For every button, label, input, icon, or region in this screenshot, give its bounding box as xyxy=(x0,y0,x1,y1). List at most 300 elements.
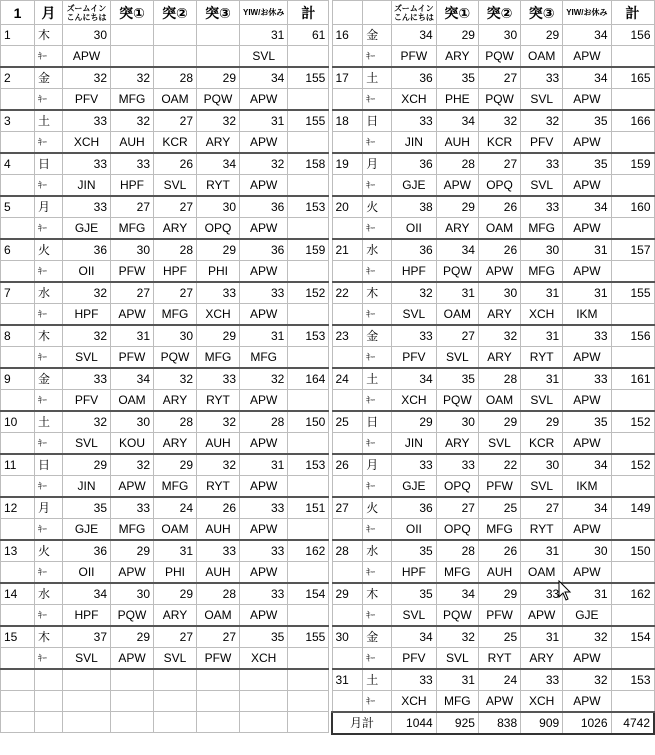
key-code-cell[interactable]: APW xyxy=(563,89,611,111)
key-code-cell[interactable]: PFW xyxy=(111,347,154,369)
empty-cell[interactable] xyxy=(111,669,154,690)
key-code-cell[interactable]: MFG xyxy=(154,476,197,498)
key-code-cell[interactable]: PQW xyxy=(436,390,478,412)
day-number[interactable]: 29 xyxy=(332,583,363,605)
value-cell[interactable]: 31 xyxy=(563,282,611,304)
empty-cell[interactable] xyxy=(332,476,363,498)
value-cell[interactable]: 36 xyxy=(392,67,437,89)
value-cell[interactable]: 31 xyxy=(563,583,611,605)
value-cell[interactable]: 33 xyxy=(436,454,478,476)
empty-cell[interactable] xyxy=(288,261,329,283)
value-cell[interactable]: 32 xyxy=(478,110,520,132)
key-code-cell[interactable]: HPF xyxy=(63,304,111,326)
value-cell[interactable]: 34 xyxy=(436,239,478,261)
day-number[interactable]: 19 xyxy=(332,153,363,175)
month-total-value[interactable]: 1026 xyxy=(563,712,611,734)
key-code-cell[interactable]: APW xyxy=(563,218,611,240)
value-cell[interactable]: 29 xyxy=(197,325,240,347)
empty-cell[interactable] xyxy=(288,304,329,326)
key-code-cell[interactable]: ARY xyxy=(436,46,478,68)
key-code-cell[interactable]: APW xyxy=(240,218,288,240)
empty-cell[interactable] xyxy=(611,304,654,326)
key-code-cell[interactable]: ARY xyxy=(436,433,478,455)
empty-cell[interactable] xyxy=(1,218,35,240)
day-total[interactable]: 61 xyxy=(288,25,329,46)
key-code-cell[interactable]: KOU xyxy=(111,433,154,455)
value-cell[interactable]: 27 xyxy=(111,196,154,218)
value-cell[interactable]: 33 xyxy=(63,153,111,175)
key-code-cell[interactable]: PQW xyxy=(436,605,478,627)
header-t2[interactable]: 突② xyxy=(478,1,520,25)
key-code-cell[interactable]: GJE xyxy=(63,218,111,240)
value-cell[interactable]: 32 xyxy=(478,325,520,347)
key-code-cell[interactable]: OAM xyxy=(436,304,478,326)
value-cell[interactable]: 32 xyxy=(63,67,111,89)
value-cell[interactable]: 32 xyxy=(63,325,111,347)
value-cell[interactable]: 29 xyxy=(111,540,154,562)
value-cell[interactable] xyxy=(154,25,197,46)
key-code-cell[interactable]: PHI xyxy=(154,562,197,584)
day-of-week[interactable]: 水 xyxy=(35,282,63,304)
day-of-week[interactable]: 金 xyxy=(363,25,392,46)
day-total[interactable]: 155 xyxy=(288,110,329,132)
key-label[interactable]: ｷｰ xyxy=(363,691,392,713)
key-code-cell[interactable]: APW xyxy=(63,46,111,68)
empty-cell[interactable] xyxy=(288,132,329,154)
value-cell[interactable]: 28 xyxy=(240,411,288,433)
key-code-cell[interactable]: APW xyxy=(563,562,611,584)
empty-cell[interactable] xyxy=(332,519,363,541)
empty-cell[interactable] xyxy=(1,476,35,498)
day-of-week[interactable]: 土 xyxy=(35,411,63,433)
header-zoom[interactable]: ズームイン こんにちは xyxy=(63,1,111,25)
empty-cell[interactable] xyxy=(332,605,363,627)
header-yiw[interactable]: YIW/お休み xyxy=(240,1,288,25)
key-code-cell[interactable]: MFG xyxy=(436,562,478,584)
key-label[interactable]: ｷｰ xyxy=(363,304,392,326)
value-cell[interactable]: 35 xyxy=(63,497,111,519)
key-label[interactable]: ｷｰ xyxy=(363,433,392,455)
key-code-cell[interactable]: APW xyxy=(563,433,611,455)
day-total[interactable]: 161 xyxy=(611,368,654,390)
key-code-cell[interactable]: RYT xyxy=(197,390,240,412)
empty-cell[interactable] xyxy=(611,476,654,498)
key-label[interactable]: ｷｰ xyxy=(35,132,63,154)
value-cell[interactable]: 29 xyxy=(521,25,563,46)
empty-cell[interactable] xyxy=(288,390,329,412)
empty-cell[interactable] xyxy=(288,347,329,369)
empty-cell[interactable] xyxy=(1,648,35,670)
key-code-cell[interactable]: SVL xyxy=(521,476,563,498)
value-cell[interactable]: 36 xyxy=(63,540,111,562)
key-code-cell[interactable]: ARY xyxy=(478,347,520,369)
value-cell[interactable]: 33 xyxy=(197,368,240,390)
day-total[interactable]: 156 xyxy=(611,25,654,46)
day-total[interactable]: 164 xyxy=(288,368,329,390)
key-code-cell[interactable]: APW xyxy=(240,390,288,412)
value-cell[interactable]: 34 xyxy=(392,25,437,46)
day-total[interactable]: 153 xyxy=(288,325,329,347)
value-cell[interactable]: 29 xyxy=(197,239,240,261)
key-code-cell[interactable]: APW xyxy=(240,89,288,111)
empty-cell[interactable] xyxy=(197,690,240,711)
value-cell[interactable]: 34 xyxy=(563,497,611,519)
key-code-cell[interactable]: APW xyxy=(563,175,611,197)
value-cell[interactable]: 29 xyxy=(197,67,240,89)
key-code-cell[interactable]: APW xyxy=(111,304,154,326)
value-cell[interactable]: 32 xyxy=(111,67,154,89)
value-cell[interactable]: 35 xyxy=(563,110,611,132)
value-cell[interactable]: 22 xyxy=(478,454,520,476)
value-cell[interactable]: 34 xyxy=(197,153,240,175)
key-code-cell[interactable]: PFW xyxy=(478,605,520,627)
key-label[interactable]: ｷｰ xyxy=(35,476,63,498)
value-cell[interactable]: 33 xyxy=(392,669,437,691)
value-cell[interactable]: 33 xyxy=(392,110,437,132)
value-cell[interactable]: 36 xyxy=(392,497,437,519)
value-cell[interactable]: 27 xyxy=(197,626,240,648)
day-number[interactable]: 2 xyxy=(1,67,35,89)
key-code-cell[interactable]: HPF xyxy=(63,605,111,627)
empty-cell[interactable] xyxy=(288,433,329,455)
key-label[interactable]: ｷｰ xyxy=(363,347,392,369)
key-code-cell[interactable]: IKM xyxy=(563,304,611,326)
day-of-week[interactable]: 木 xyxy=(35,25,63,46)
value-cell[interactable]: 27 xyxy=(436,325,478,347)
value-cell[interactable]: 33 xyxy=(392,454,437,476)
empty-cell[interactable] xyxy=(611,261,654,283)
value-cell[interactable]: 33 xyxy=(521,196,563,218)
value-cell[interactable]: 30 xyxy=(521,454,563,476)
day-of-week[interactable]: 金 xyxy=(35,368,63,390)
key-label[interactable]: ｷｰ xyxy=(363,46,392,68)
key-code-cell[interactable]: GJE xyxy=(392,476,437,498)
value-cell[interactable]: 34 xyxy=(63,583,111,605)
key-code-cell[interactable]: APW xyxy=(240,476,288,498)
empty-cell[interactable] xyxy=(1,261,35,283)
day-of-week[interactable]: 土 xyxy=(35,110,63,132)
value-cell[interactable]: 32 xyxy=(154,368,197,390)
key-code-cell[interactable]: PFV xyxy=(63,390,111,412)
empty-cell[interactable] xyxy=(332,175,363,197)
day-of-week[interactable]: 木 xyxy=(363,583,392,605)
key-code-cell[interactable]: MFG xyxy=(111,519,154,541)
key-code-cell[interactable]: OPQ xyxy=(478,175,520,197)
value-cell[interactable]: 30 xyxy=(154,325,197,347)
empty-cell[interactable] xyxy=(240,669,288,690)
empty-cell[interactable] xyxy=(35,669,63,690)
month-total-value[interactable]: 925 xyxy=(436,712,478,734)
value-cell[interactable]: 34 xyxy=(240,67,288,89)
empty-cell[interactable] xyxy=(611,562,654,584)
day-of-week[interactable]: 金 xyxy=(363,325,392,347)
key-code-cell[interactable]: MFG xyxy=(436,691,478,713)
empty-cell[interactable] xyxy=(240,690,288,711)
key-code-cell[interactable]: APW xyxy=(563,390,611,412)
key-code-cell[interactable]: AUH xyxy=(478,562,520,584)
value-cell[interactable]: 30 xyxy=(197,196,240,218)
value-cell[interactable]: 35 xyxy=(436,67,478,89)
key-code-cell[interactable]: HPF xyxy=(392,261,437,283)
value-cell[interactable]: 30 xyxy=(111,411,154,433)
day-total[interactable]: 154 xyxy=(611,626,654,648)
key-label[interactable]: ｷｰ xyxy=(35,261,63,283)
value-cell[interactable]: 33 xyxy=(111,497,154,519)
value-cell[interactable]: 32 xyxy=(63,411,111,433)
key-code-cell[interactable]: APW xyxy=(436,175,478,197)
header-t1[interactable]: 突① xyxy=(436,1,478,25)
empty-cell[interactable] xyxy=(197,669,240,690)
value-cell[interactable]: 31 xyxy=(111,325,154,347)
empty-cell[interactable] xyxy=(611,519,654,541)
key-code-cell[interactable]: APW xyxy=(240,433,288,455)
empty-cell[interactable] xyxy=(1,605,35,627)
key-code-cell[interactable]: PQW xyxy=(197,89,240,111)
key-label[interactable]: ｷｰ xyxy=(363,476,392,498)
day-number[interactable]: 31 xyxy=(332,669,363,691)
key-code-cell[interactable]: AUH xyxy=(197,433,240,455)
key-label[interactable]: ｷｰ xyxy=(35,304,63,326)
key-code-cell[interactable]: OII xyxy=(392,519,437,541)
key-label[interactable]: ｷｰ xyxy=(35,519,63,541)
key-code-cell[interactable]: APW xyxy=(563,519,611,541)
value-cell[interactable]: 28 xyxy=(154,67,197,89)
key-label[interactable]: ｷｰ xyxy=(35,347,63,369)
empty-cell[interactable] xyxy=(332,304,363,326)
value-cell[interactable]: 36 xyxy=(240,239,288,261)
empty-cell[interactable] xyxy=(1,669,35,690)
value-cell[interactable]: 31 xyxy=(240,110,288,132)
day-number[interactable]: 3 xyxy=(1,110,35,132)
key-label[interactable]: ｷｰ xyxy=(35,433,63,455)
key-label[interactable]: ｷｰ xyxy=(363,648,392,670)
key-code-cell[interactable]: MFG xyxy=(197,347,240,369)
empty-cell[interactable] xyxy=(197,711,240,732)
empty-cell[interactable] xyxy=(332,390,363,412)
value-cell[interactable]: 34 xyxy=(436,583,478,605)
value-cell[interactable]: 30 xyxy=(63,25,111,46)
value-cell[interactable]: 29 xyxy=(436,196,478,218)
header-zoom[interactable]: ズームイン こんにちは xyxy=(392,1,437,25)
day-total[interactable]: 152 xyxy=(611,411,654,433)
day-total[interactable]: 165 xyxy=(611,67,654,89)
value-cell[interactable]: 32 xyxy=(111,110,154,132)
empty-cell[interactable] xyxy=(611,433,654,455)
value-cell[interactable]: 37 xyxy=(63,626,111,648)
value-cell[interactable]: 34 xyxy=(111,368,154,390)
day-number[interactable]: 23 xyxy=(332,325,363,347)
day-total[interactable]: 150 xyxy=(611,540,654,562)
value-cell[interactable]: 33 xyxy=(521,669,563,691)
day-number[interactable]: 24 xyxy=(332,368,363,390)
day-number[interactable]: 27 xyxy=(332,497,363,519)
value-cell[interactable]: 33 xyxy=(563,368,611,390)
value-cell[interactable]: 31 xyxy=(521,325,563,347)
day-of-week[interactable]: 月 xyxy=(363,153,392,175)
empty-cell[interactable] xyxy=(1,390,35,412)
day-total[interactable]: 160 xyxy=(611,196,654,218)
value-cell[interactable]: 33 xyxy=(240,540,288,562)
key-code-cell[interactable]: GJE xyxy=(392,175,437,197)
empty-cell[interactable] xyxy=(1,519,35,541)
key-code-cell[interactable]: APW xyxy=(240,519,288,541)
key-code-cell[interactable]: MFG xyxy=(521,218,563,240)
key-code-cell[interactable]: KCR xyxy=(478,132,520,154)
key-code-cell[interactable]: OAM xyxy=(478,218,520,240)
key-code-cell[interactable]: SVL xyxy=(154,175,197,197)
empty-cell[interactable] xyxy=(332,89,363,111)
key-code-cell[interactable]: PFV xyxy=(521,132,563,154)
value-cell[interactable]: 27 xyxy=(478,67,520,89)
day-number[interactable]: 30 xyxy=(332,626,363,648)
key-code-cell[interactable]: APW xyxy=(563,648,611,670)
key-code-cell[interactable]: APW xyxy=(240,132,288,154)
day-total[interactable]: 150 xyxy=(288,411,329,433)
empty-cell[interactable] xyxy=(288,218,329,240)
value-cell[interactable]: 35 xyxy=(563,153,611,175)
key-code-cell[interactable]: RYT xyxy=(197,175,240,197)
day-number[interactable]: 17 xyxy=(332,67,363,89)
key-code-cell[interactable]: APW xyxy=(563,132,611,154)
value-cell[interactable]: 25 xyxy=(478,497,520,519)
value-cell[interactable]: 33 xyxy=(63,196,111,218)
value-cell[interactable]: 29 xyxy=(63,454,111,476)
key-code-cell[interactable]: APW xyxy=(240,261,288,283)
day-of-week[interactable]: 木 xyxy=(35,325,63,347)
value-cell[interactable]: 28 xyxy=(197,583,240,605)
value-cell[interactable]: 33 xyxy=(197,540,240,562)
key-code-cell[interactable]: PQW xyxy=(478,89,520,111)
day-of-week[interactable]: 金 xyxy=(363,626,392,648)
key-label[interactable]: ｷｰ xyxy=(35,605,63,627)
value-cell[interactable]: 31 xyxy=(240,325,288,347)
value-cell[interactable]: 27 xyxy=(521,497,563,519)
empty-cell[interactable] xyxy=(1,175,35,197)
day-number[interactable]: 11 xyxy=(1,454,35,476)
value-cell[interactable]: 33 xyxy=(521,583,563,605)
empty-cell[interactable] xyxy=(611,648,654,670)
day-of-week[interactable]: 土 xyxy=(363,669,392,691)
day-total[interactable]: 162 xyxy=(611,583,654,605)
value-cell[interactable]: 33 xyxy=(392,325,437,347)
key-code-cell[interactable]: SVL xyxy=(478,433,520,455)
key-code-cell[interactable]: SVL xyxy=(240,46,288,68)
key-code-cell[interactable]: OAM xyxy=(197,605,240,627)
value-cell[interactable]: 35 xyxy=(392,540,437,562)
key-code-cell[interactable]: RYT xyxy=(478,648,520,670)
value-cell[interactable]: 34 xyxy=(563,25,611,46)
key-code-cell[interactable]: PFV xyxy=(392,347,437,369)
key-label[interactable]: ｷｰ xyxy=(363,605,392,627)
key-code-cell[interactable]: XCH xyxy=(392,89,437,111)
key-code-cell[interactable]: APW xyxy=(478,691,520,713)
month-total-value[interactable]: 909 xyxy=(521,712,563,734)
value-cell[interactable]: 33 xyxy=(111,153,154,175)
value-cell[interactable]: 32 xyxy=(392,282,437,304)
value-cell[interactable] xyxy=(111,25,154,46)
key-code-cell[interactable]: AUH xyxy=(111,132,154,154)
day-number[interactable]: 8 xyxy=(1,325,35,347)
key-code-cell[interactable]: SVL xyxy=(392,304,437,326)
empty-cell[interactable] xyxy=(611,347,654,369)
empty-cell[interactable] xyxy=(611,218,654,240)
key-code-cell[interactable]: MFG xyxy=(478,519,520,541)
value-cell[interactable]: 29 xyxy=(478,583,520,605)
key-code-cell[interactable]: OAM xyxy=(521,46,563,68)
empty-cell[interactable] xyxy=(288,175,329,197)
key-label[interactable]: ｷｰ xyxy=(363,132,392,154)
day-of-week[interactable]: 日 xyxy=(363,411,392,433)
empty-cell[interactable] xyxy=(154,711,197,732)
key-code-cell[interactable]: OPQ xyxy=(197,218,240,240)
empty-cell[interactable] xyxy=(154,669,197,690)
day-total[interactable]: 155 xyxy=(288,626,329,648)
key-label[interactable]: ｷｰ xyxy=(35,175,63,197)
key-code-cell[interactable]: PFW xyxy=(197,648,240,670)
day-total[interactable]: 159 xyxy=(288,239,329,261)
value-cell[interactable]: 31 xyxy=(521,540,563,562)
key-code-cell[interactable]: APW xyxy=(563,347,611,369)
empty-cell[interactable] xyxy=(1,132,35,154)
value-cell[interactable]: 31 xyxy=(521,368,563,390)
key-label[interactable]: ｷｰ xyxy=(35,390,63,412)
key-label[interactable]: ｷｰ xyxy=(363,390,392,412)
header-day[interactable] xyxy=(332,1,363,25)
key-code-cell[interactable]: PHE xyxy=(436,89,478,111)
day-total[interactable]: 162 xyxy=(288,540,329,562)
key-code-cell[interactable]: APW xyxy=(111,476,154,498)
empty-cell[interactable] xyxy=(332,46,363,68)
value-cell[interactable]: 24 xyxy=(478,669,520,691)
value-cell[interactable]: 29 xyxy=(392,411,437,433)
empty-cell[interactable] xyxy=(611,605,654,627)
key-code-cell[interactable]: APW xyxy=(111,648,154,670)
empty-cell[interactable] xyxy=(611,390,654,412)
key-code-cell[interactable]: AUH xyxy=(197,519,240,541)
value-cell[interactable]: 30 xyxy=(111,239,154,261)
key-code-cell[interactable]: GJE xyxy=(563,605,611,627)
value-cell[interactable]: 34 xyxy=(392,368,437,390)
empty-cell[interactable] xyxy=(332,218,363,240)
key-code-cell[interactable]: SVL xyxy=(436,648,478,670)
key-label[interactable]: ｷｰ xyxy=(363,519,392,541)
key-code-cell[interactable]: AUH xyxy=(436,132,478,154)
key-code-cell[interactable] xyxy=(111,46,154,68)
header-t1[interactable]: 突① xyxy=(111,1,154,25)
key-code-cell[interactable]: OAM xyxy=(154,89,197,111)
empty-cell[interactable] xyxy=(288,46,329,68)
empty-cell[interactable] xyxy=(63,669,111,690)
key-code-cell[interactable]: APW xyxy=(240,562,288,584)
value-cell[interactable]: 26 xyxy=(478,239,520,261)
month-total-value[interactable]: 1044 xyxy=(392,712,437,734)
key-code-cell[interactable]: XCH xyxy=(197,304,240,326)
day-of-week[interactable]: 火 xyxy=(35,540,63,562)
value-cell[interactable]: 29 xyxy=(436,25,478,46)
day-of-week[interactable]: 火 xyxy=(363,196,392,218)
value-cell[interactable]: 33 xyxy=(521,67,563,89)
key-code-cell[interactable]: PQW xyxy=(436,261,478,283)
value-cell[interactable]: 30 xyxy=(436,411,478,433)
key-code-cell[interactable] xyxy=(197,46,240,68)
day-of-week[interactable]: 木 xyxy=(363,282,392,304)
key-code-cell[interactable]: SVL xyxy=(392,605,437,627)
value-cell[interactable]: 32 xyxy=(197,454,240,476)
key-code-cell[interactable]: PFV xyxy=(392,648,437,670)
value-cell[interactable]: 32 xyxy=(521,110,563,132)
key-code-cell[interactable]: SVL xyxy=(521,89,563,111)
key-code-cell[interactable]: OAM xyxy=(521,562,563,584)
